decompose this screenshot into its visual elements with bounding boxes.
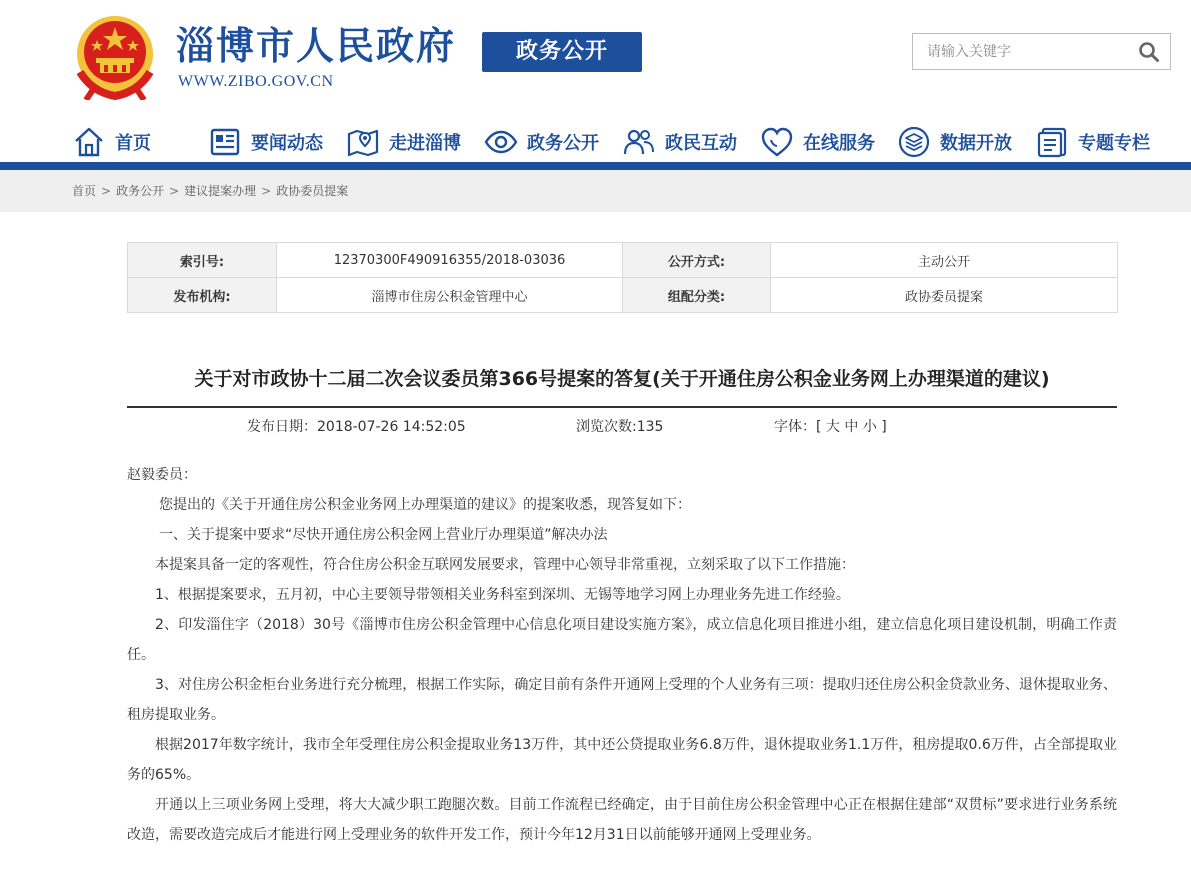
article-paragraph: 一、关于提案中要求“尽快开通住房公积金网上营业厅办理渠道”解决办法 [159, 527, 608, 543]
breadcrumb-government-affairs[interactable]: 政务公开 [116, 184, 165, 198]
main-nav [0, 118, 1191, 166]
disclosure-label: 公开方式: [623, 243, 771, 278]
nav-item-interaction[interactable] [622, 118, 737, 166]
breadcrumb [72, 183, 348, 199]
breadcrumb-separator: > [169, 184, 180, 198]
search-box [912, 33, 1171, 70]
view-count: 浏览次数:135 [576, 419, 664, 435]
publisher-value: 淄博市住房公积金管理中心 [277, 278, 623, 313]
nav-divider-bar [0, 162, 1191, 170]
nav-item-label: 在线服务 [803, 133, 875, 154]
table-row [128, 278, 1118, 313]
map-icon [346, 125, 380, 159]
font-bracket-close: ] [881, 419, 887, 435]
salutation: 赵毅委员： [127, 467, 197, 483]
article-paragraph: 您提出的《关于开通住房公积金业务网上办理渠道的建议》的提案收悉，现答复如下： [159, 497, 691, 513]
nav-item-label: 政民互动 [665, 133, 737, 154]
site-header [0, 0, 1191, 112]
publisher-label: 发布机构: [128, 278, 277, 313]
breadcrumb-separator: > [261, 184, 272, 198]
font-medium-button[interactable]: 中 [844, 419, 859, 435]
nav-item-government-affairs[interactable] [484, 118, 599, 166]
nav-item-label: 数据开放 [940, 133, 1012, 154]
breadcrumb-cppcc-proposals[interactable]: 政协委员提案 [276, 184, 349, 198]
font-small-button[interactable]: 小 [862, 419, 877, 435]
nav-item-home[interactable] [72, 118, 151, 166]
search-input[interactable] [913, 34, 1128, 69]
breadcrumb-proposal-handling[interactable]: 建议提案办理 [184, 184, 257, 198]
nav-item-special-topics[interactable] [1035, 118, 1150, 166]
category-label: 组配分类: [623, 278, 771, 313]
nav-item-label: 政务公开 [527, 133, 599, 154]
nav-item-news[interactable] [208, 118, 323, 166]
article-paragraph: 3、对住房公积金柜台业务进行充分梳理，根据工作实际，确定目前有条件开通网上受理的个人业务有三项：提取归还住房公积金贷款业务、退休提取业务、租房提取业务。 [127, 677, 1117, 723]
nav-item-label: 要闻动态 [251, 133, 323, 154]
article-title: 关于对市政协十二届二次会议委员第366号提案的答复(关于开通住房公积金业务网上办理渠道的建议) [194, 368, 1050, 390]
nav-item-online-service[interactable] [760, 118, 875, 166]
people-icon [622, 125, 656, 159]
heart-icon [760, 125, 794, 159]
title-divider [127, 406, 1117, 408]
publish-date: 发布日期：2018-07-26 14:52:05 [247, 419, 466, 435]
news-icon [208, 125, 242, 159]
article-body [127, 460, 1117, 850]
database-icon [897, 125, 931, 159]
site-url: WWW.ZIBO.GOV.CN [178, 73, 334, 90]
national-emblem-icon [72, 12, 158, 100]
search-icon[interactable] [1138, 41, 1160, 63]
breadcrumb-home[interactable]: 首页 [72, 184, 97, 198]
nav-item-about-zibo[interactable] [346, 118, 461, 166]
article-paragraph: 2、印发淄住字（2018）30号《淄博市住房公积金管理中心信息化项目建设实施方案》，成立信息化项目推进小组，建立信息化项目建设机制，明确工作责任。 [127, 617, 1117, 663]
nav-item-open-data[interactable] [897, 118, 1012, 166]
document-icon [1035, 125, 1069, 159]
category-value: 政协委员提案 [771, 278, 1118, 313]
disclosure-value: 主动公开 [771, 243, 1118, 278]
breadcrumb-separator: > [101, 184, 112, 198]
nav-item-label: 首页 [115, 133, 151, 154]
section-badge[interactable]: 政务公开 [482, 32, 642, 72]
nav-item-label: 走进淄博 [389, 133, 461, 154]
breadcrumb-bar [0, 170, 1191, 212]
index-label: 索引号: [128, 243, 277, 278]
nav-item-label: 专题专栏 [1078, 133, 1150, 154]
site-title[interactable]: 淄博市人民政府 [176, 24, 457, 68]
font-size-label: 字体： [774, 419, 816, 435]
font-size-switcher [774, 418, 887, 436]
article-paragraph: 本提案具备一定的客观性，符合住房公积金互联网发展要求，管理中心领导非常重视，立刻采取了以下工作措施： [155, 557, 855, 573]
table-row [128, 243, 1118, 278]
article-paragraph: 1、根据提案要求，五月初，中心主要领导带领相关业务科室到深圳、无锡等地学习网上办理业务先进工作经验。 [155, 587, 850, 603]
font-bracket-open: [ [816, 419, 822, 435]
home-icon [72, 125, 106, 159]
font-large-button[interactable]: 大 [825, 419, 840, 435]
index-value: 12370300F490916355/2018-03036 [277, 243, 623, 278]
article-paragraph: 开通以上三项业务网上受理，将大大减少职工跑腿次数。目前工作流程已经确定，由于目前住房公积金管理中心正在根据住建部“双贯标”要求进行业务系统改造，需要改造完成后才能进行网上受理业务的软件开发工作，预计今年12月31日以前能够开通网上受理业务。 [127, 797, 1117, 843]
article-paragraph: 根据2017年数字统计，我市全年受理住房公积金提取业务13万件，其中还公贷提取业务6.8万件，退休提取业务1.1万件，租房提取0.6万件，占全部提取业务的65%。 [127, 737, 1117, 783]
document-meta-table [127, 242, 1118, 313]
eye-icon [484, 125, 518, 159]
